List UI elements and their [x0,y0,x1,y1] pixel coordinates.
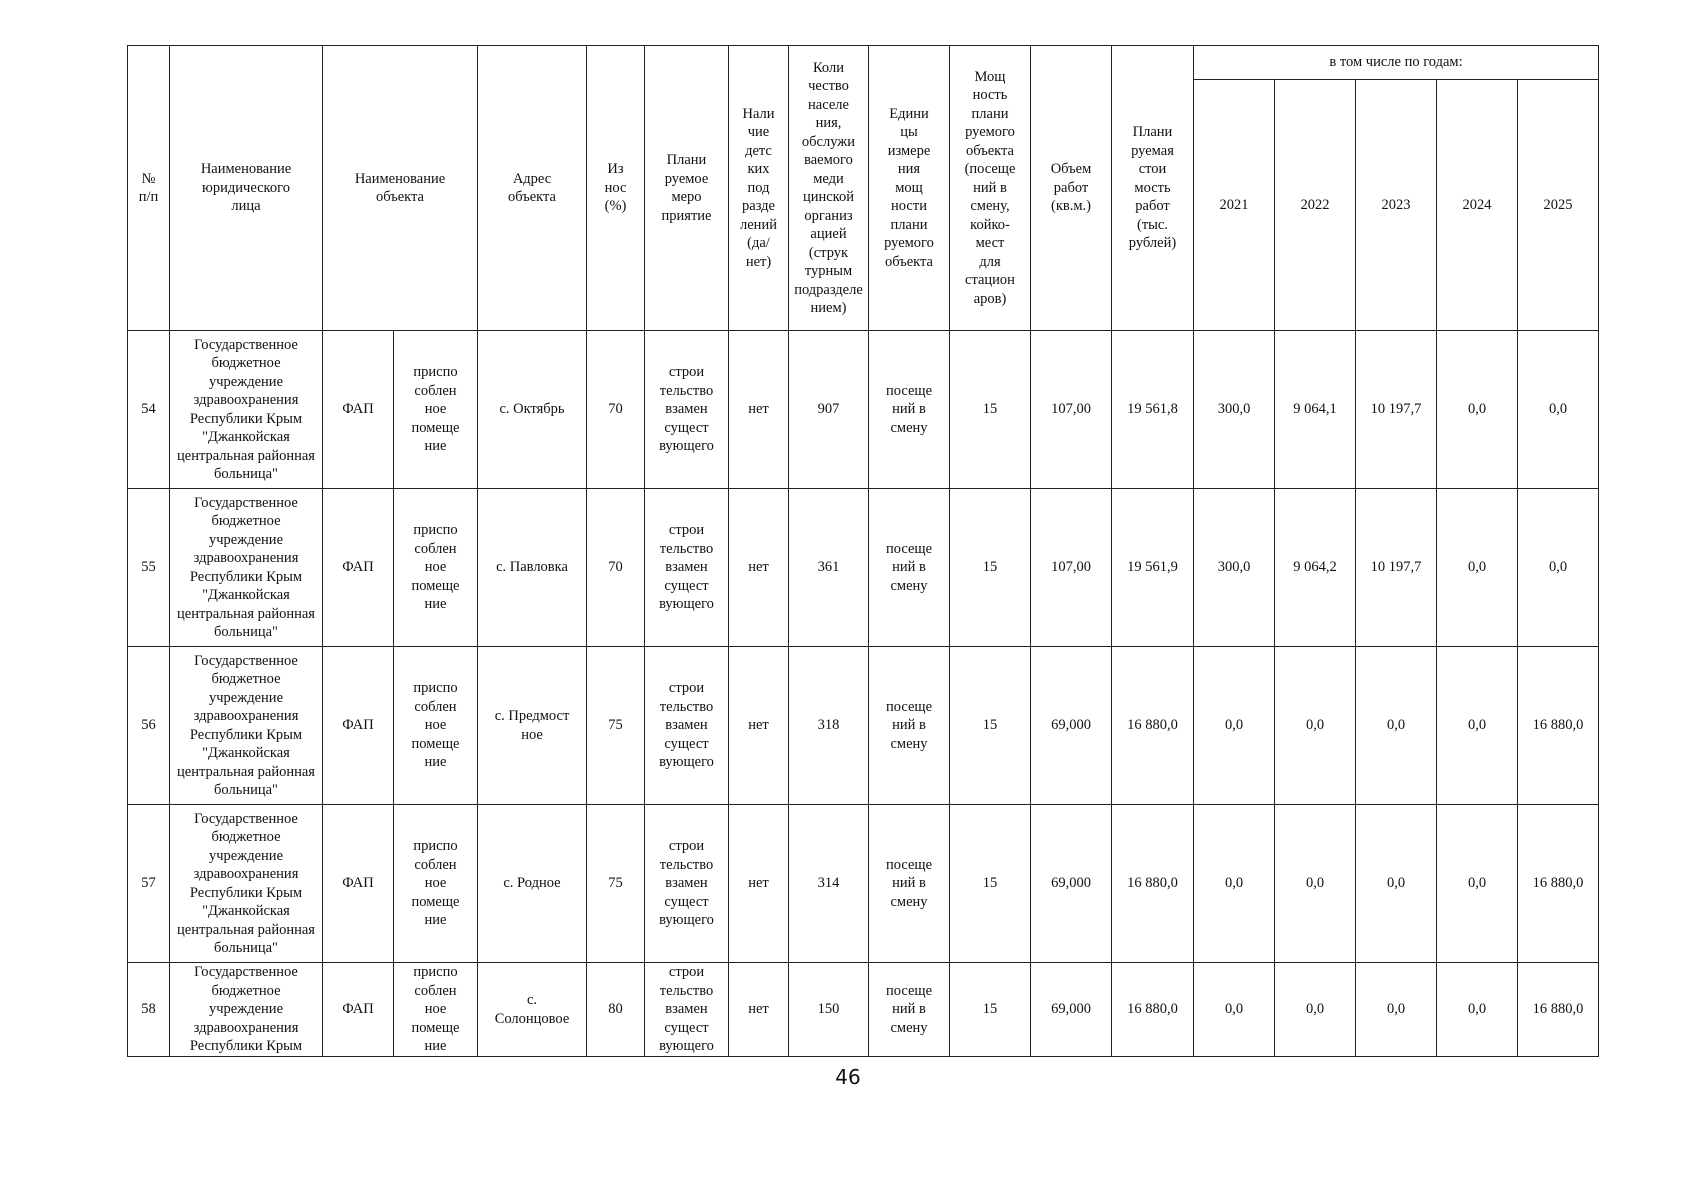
cell-children: нет [729,331,789,489]
cell-children: нет [729,489,789,647]
cell-volume: 69,000 [1031,647,1112,805]
table-row [128,963,1599,1057]
cell-planned-action: строи тельство взамен сущест вующего [645,647,729,805]
cell-object-type: ФАП [323,647,394,805]
cell-units: посеще ний в смену [869,647,950,805]
cell-population: 361 [789,489,869,647]
cell-units: посеще ний в смену [869,331,950,489]
cell-2021: 0,0 [1194,647,1275,805]
cell-2023: 0,0 [1356,805,1437,963]
cell-cost: 16 880,0 [1112,963,1194,1057]
header-capacity: Мощ ность плани руемого объекта (посеще ний в смену, койко- мест для стацион аров) [950,46,1031,331]
cell-2023: 0,0 [1356,963,1437,1057]
cell-population: 907 [789,331,869,489]
header-by-years: в том числе по годам: [1194,46,1599,80]
cell-volume: 107,00 [1031,331,1112,489]
cell-units: посеще ний в смену [869,963,950,1057]
header-units: Едини цы измере ния мощ ности плани руемого объекта [869,46,950,331]
cell-wear: 70 [587,489,645,647]
header-object-name: Наименование объекта [323,46,478,331]
table-row [128,331,1599,489]
cell-capacity: 15 [950,963,1031,1057]
header-volume: Объем работ (кв.м.) [1031,46,1112,331]
header-population: Коли чество населе ния, обслужи ваемого меди цинской организ ацией (струк турным подразделе нием) [789,46,869,331]
cell-volume: 69,000 [1031,805,1112,963]
cell-address: с. Родное [478,805,587,963]
cell-object-type: ФАП [323,963,394,1057]
cell-population: 318 [789,647,869,805]
cell-object-type: ФАП [323,331,394,489]
header-year-2023: 2023 [1356,80,1437,331]
cell-2023: 10 197,7 [1356,331,1437,489]
cell-2025: 0,0 [1518,489,1599,647]
cell-2025: 0,0 [1518,331,1599,489]
cell-2022: 9 064,2 [1275,489,1356,647]
cell-2024: 0,0 [1437,331,1518,489]
cell-2024: 0,0 [1437,647,1518,805]
cell-2025: 16 880,0 [1518,963,1599,1057]
cell-children: нет [729,805,789,963]
cell-2025: 16 880,0 [1518,805,1599,963]
cell-wear: 75 [587,647,645,805]
cell-2023: 0,0 [1356,647,1437,805]
cell-capacity: 15 [950,647,1031,805]
cell-object-desc: приспо соблен ное помеще ние [394,647,478,805]
cell-children: нет [729,963,789,1057]
cell-2024: 0,0 [1437,805,1518,963]
cell-capacity: 15 [950,489,1031,647]
cell-2023: 10 197,7 [1356,489,1437,647]
cell-legal-name: Государственное бюджетное учреждение здравоохранения Республики Крым "Джанкойская центральная районная больница" [170,489,323,647]
header-year-2022: 2022 [1275,80,1356,331]
cell-units: посеще ний в смену [869,489,950,647]
header-children-units: Нали чие детс ких под разде лений (да/ нет) [729,46,789,331]
cell-2022: 9 064,1 [1275,331,1356,489]
header-year-2021: 2021 [1194,80,1275,331]
header-address: Адрес объекта [478,46,587,331]
cell-object-type: ФАП [323,489,394,647]
cell-planned-action: строи тельство взамен сущест вующего [645,805,729,963]
cell-cost: 16 880,0 [1112,805,1194,963]
cell-wear: 75 [587,805,645,963]
cell-legal-name: Государственное бюджетное учреждение здравоохранения Республики Крым "Джанкойская центральная районная больница" [170,805,323,963]
page-number: 46 [835,1065,861,1089]
cell-2025: 16 880,0 [1518,647,1599,805]
cell-address: с. Октябрь [478,331,587,489]
investment-table [127,45,1599,1057]
cell-cost: 16 880,0 [1112,647,1194,805]
cell-num: 55 [128,489,170,647]
cell-volume: 69,000 [1031,963,1112,1057]
header-num: № п/п [128,46,170,331]
cell-num: 58 [128,963,170,1057]
cell-2021: 0,0 [1194,963,1275,1057]
cell-children: нет [729,647,789,805]
header-year-2025: 2025 [1518,80,1599,331]
cell-2021: 300,0 [1194,331,1275,489]
cell-num: 57 [128,805,170,963]
cell-legal-name: Государственное бюджетное учреждение здравоохранения Республики Крым [170,963,323,1057]
header-wear: Из нос (%) [587,46,645,331]
cell-2024: 0,0 [1437,489,1518,647]
cell-object-desc: приспо соблен ное помеще ние [394,805,478,963]
cell-2024: 0,0 [1437,963,1518,1057]
cell-wear: 80 [587,963,645,1057]
cell-2022: 0,0 [1275,963,1356,1057]
cell-capacity: 15 [950,805,1031,963]
cell-planned-action: строи тельство взамен сущест вующего [645,489,729,647]
cell-2021: 300,0 [1194,489,1275,647]
cell-planned-action: строи тельство взамен сущест вующего [645,331,729,489]
cell-units: посеще ний в смену [869,805,950,963]
cell-2021: 0,0 [1194,805,1275,963]
cell-population: 314 [789,805,869,963]
header-legal-name: Наименование юридического лица [170,46,323,331]
cell-num: 56 [128,647,170,805]
header-cost: Плани руемая стои мость работ (тыс. рублей) [1112,46,1194,331]
cell-num: 54 [128,331,170,489]
cell-2022: 0,0 [1275,805,1356,963]
cell-volume: 107,00 [1031,489,1112,647]
cell-object-desc: приспо соблен ное помеще ние [394,963,478,1057]
cell-2022: 0,0 [1275,647,1356,805]
cell-legal-name: Государственное бюджетное учреждение здравоохранения Республики Крым "Джанкойская центральная районная больница" [170,331,323,489]
cell-address: с. Предмост ное [478,647,587,805]
cell-object-type: ФАП [323,805,394,963]
table-row [128,489,1599,647]
cell-cost: 19 561,9 [1112,489,1194,647]
header-planned-action: Плани руемое меро приятие [645,46,729,331]
cell-legal-name: Государственное бюджетное учреждение здравоохранения Республики Крым "Джанкойская центральная районная больница" [170,647,323,805]
cell-planned-action: строи тельство взамен сущест вующего [645,963,729,1057]
cell-address: с. Павловка [478,489,587,647]
cell-wear: 70 [587,331,645,489]
cell-cost: 19 561,8 [1112,331,1194,489]
header-year-2024: 2024 [1437,80,1518,331]
cell-object-desc: приспо соблен ное помеще ние [394,331,478,489]
table-row [128,805,1599,963]
cell-object-desc: приспо соблен ное помеще ние [394,489,478,647]
cell-capacity: 15 [950,331,1031,489]
cell-address: с. Солонцовое [478,963,587,1057]
cell-population: 150 [789,963,869,1057]
table-row [128,647,1599,805]
